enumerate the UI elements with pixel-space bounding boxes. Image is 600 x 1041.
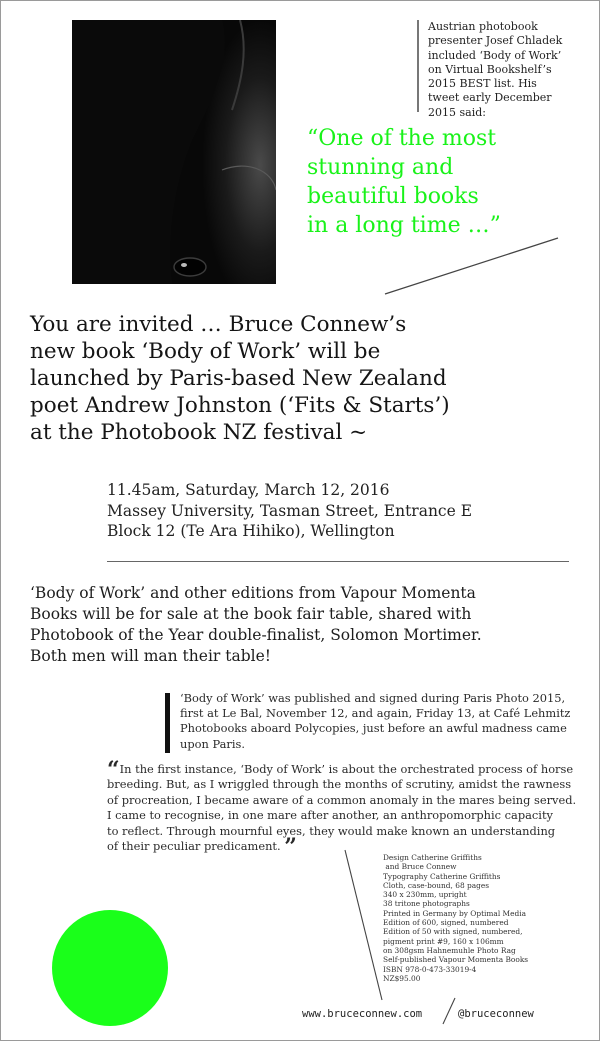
statement-line: to reflect. Through mournful eyes, they would make known an understanding	[107, 823, 556, 838]
review-quote-line: stunning and	[307, 155, 454, 180]
statement-line: of procreation, I became aware of a common anomaly in the mares being served.	[107, 792, 577, 807]
colophon-line: on 308gsm Hahnemuhle Photo Rag	[383, 945, 516, 955]
paris-line: ‘Body of Work’ was published and signed during Paris Photo 2015,	[180, 691, 566, 705]
colophon-line: pigment print #9, 160 x 106mm	[383, 936, 504, 946]
intro-note-line: included ‘Body of Work’	[428, 48, 562, 62]
colophon-line: Cloth, case-bound, 68 pages	[383, 880, 490, 890]
intro-note-line: 2015 BEST list. His	[428, 77, 537, 91]
review-quote-line: “One of the most	[307, 126, 497, 151]
intro-note-line: Austrian photobook	[428, 20, 538, 33]
colophon-line: Self-published Vapour Momenta Books	[383, 955, 529, 965]
colophon-line: 38 tritone photographs	[383, 899, 470, 909]
sale-line: Books will be for sale at the book fair table, shared with	[30, 605, 472, 623]
statement-line	[107, 757, 585, 783]
intro-note-line: tweet early December	[428, 91, 552, 105]
colophon	[383, 853, 583, 983]
event-location: Block 12 (Te Ara Hihiko), Wellington	[107, 522, 395, 540]
event-details	[107, 480, 577, 542]
website-link[interactable]: www.bruceconnew.com	[302, 1008, 423, 1020]
paris-line: first at Le Bal, November 12, and again, Friday 13, at Café Lehmitz	[180, 706, 571, 721]
invitation-text	[30, 311, 590, 446]
colophon-line: Design Catherine Griffiths	[383, 853, 482, 862]
statement-text: In the first instance, ‘Body of Work’ is about the orchestrated process of horse	[119, 762, 574, 776]
invitation-line: You are invited … Bruce Connew’s	[30, 312, 407, 337]
event-venue: Massey University, Tasman Street, Entrance E	[107, 501, 473, 520]
intro-note-line: presenter Josef Chladek	[428, 34, 563, 48]
close-quote-mark: ”	[284, 834, 297, 861]
statement-line: breeding. But, as I wriggled through the months of scrutiny, amidst the rawness	[107, 777, 572, 792]
colophon-line: NZ$95.00	[383, 973, 421, 983]
open-quote-mark: “	[107, 757, 120, 783]
colophon-line: 340 x 230mm, upright	[383, 890, 467, 900]
review-quote-line: beautiful books	[307, 184, 479, 209]
colophon-line: and Bruce Connew	[383, 862, 457, 872]
colophon-line: Printed in Germany by Optimal Media	[383, 908, 526, 918]
invitation-line: at the Photobook NZ festival ~	[30, 420, 368, 445]
review-quote-line: in a long time …”	[307, 213, 501, 238]
statement-text: of their peculiar predicament.	[107, 839, 281, 854]
intro-note	[428, 20, 593, 120]
event-time: 11.45am, Saturday, March 12, 2016	[107, 481, 390, 499]
green-circle	[52, 910, 168, 1026]
paris-paragraph	[180, 691, 590, 752]
horse-eye-photo	[72, 20, 276, 284]
paris-line: Photobooks aboard Polycopies, just before an awful madness came	[180, 721, 567, 736]
colophon-line: Edition of 600, signed, numbered	[383, 918, 509, 928]
colophon-line: Typography Catherine Griffiths	[383, 871, 501, 881]
colophon-line: Edition of 50 with signed, numbered,	[383, 927, 523, 937]
sale-line: Both men will man their table!	[30, 647, 271, 665]
statement-line: I came to recognise, in one mare after another, an anthropomorphic capacity	[107, 808, 553, 823]
divider	[107, 561, 569, 562]
twitter-handle-link[interactable]: @bruceconnew	[458, 1008, 534, 1020]
invitation-line: poet Andrew Johnston (‘Fits & Starts’)	[30, 393, 450, 418]
intro-note-line: on Virtual Bookshelf’s	[428, 62, 552, 76]
invitation-line: launched by Paris-based New Zealand	[30, 366, 447, 391]
sale-paragraph	[30, 583, 590, 667]
paragraph-bar	[165, 693, 170, 753]
invitation-line: new book ‘Body of Work’ will be	[30, 339, 381, 364]
sale-line: ‘Body of Work’ and other editions from Vapour Momenta	[30, 584, 476, 602]
colophon-line: ISBN 978-0-473-33019-4	[383, 964, 477, 974]
vertical-rule	[417, 20, 419, 112]
intro-note-line: 2015 said:	[428, 105, 486, 119]
review-quote	[307, 124, 577, 240]
sale-line: Photobook of the Year double-finalist, Solomon Mortimer.	[30, 626, 482, 644]
paris-line: upon Paris.	[180, 736, 245, 751]
